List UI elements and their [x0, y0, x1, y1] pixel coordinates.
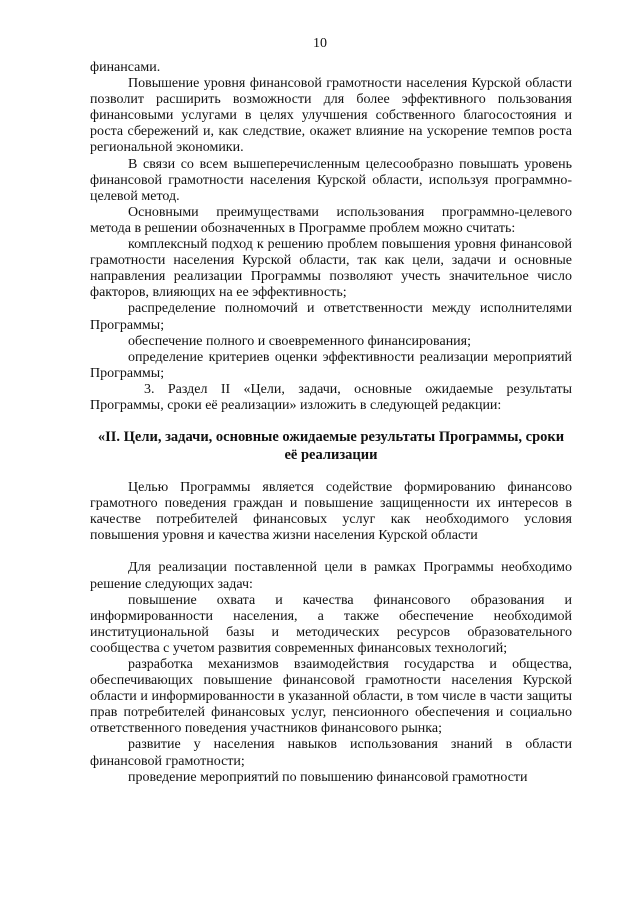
list-item: обеспечение полного и своевременного финансирования; — [128, 333, 472, 349]
paragraph: Для реализации поставленной цели в рамках Программы необходимо решение следующих задач: — [90, 560, 572, 592]
list-item: распределение полномочий и ответственности между исполнителями Программы; — [90, 301, 572, 333]
paragraph: Целью Программы является содействие формированию финансово грамотного поведения граждан и повышение защищенности их интересов в качестве потребителей финансовых услуг как необходимого условия повышения уровня и качества жизни населения Курской области — [90, 480, 572, 544]
list-item: разработка механизмов взаимодействия государства и общества, обеспечивающих повышение финансовой грамотности населения Курской области и информированности в указанной области, в том числе в части защиты прав потребителей финансовых услуг, пенсионного обеспечения и социально ответственного поведения участников финансового рынка; — [90, 657, 572, 737]
paragraph: Повышение уровня финансовой грамотности населения Курской области позволит расширить возможности для более эффективного пользования финансовыми услугами в целях улучшения собственного благосостояния и роста сбережений и, как следствие, окажет влияние на ускорение темпов роста региональной экономики. — [90, 76, 572, 156]
list-item: повышение охвата и качества финансового образования и информированности населения, а также обеспечение необходимой институциональной базы и методических ресурсов образовательного сообщества с учетом развития современных финансовых технологий; — [90, 592, 572, 656]
section-heading: «II. Цели, задачи, основные ожидаемые результаты Программы, сроки её реализации — [97, 429, 565, 464]
list-item: определение критериев оценки эффективности реализации мероприятий Программы; — [90, 349, 572, 381]
list-item: проведение мероприятий по повышению финансовой грамотности — [128, 769, 528, 785]
list-item: комплексный подход к решению проблем повышения уровня финансовой грамотности населения Курской области, так как цели, задачи и основные направления реализации Программы позволяют учесть значительное число факторов, влияющих на ее эффективность; — [90, 237, 572, 301]
page-number: 10 — [313, 36, 327, 51]
body-text — [90, 60, 572, 786]
paragraph: В связи со всем вышеперечисленным целесообразно повышать уровень финансовой грамотности населения Курской области, используя программно-целевой метод. — [90, 156, 572, 204]
paragraph: 3. Раздел II «Цели, задачи, основные ожидаемые результаты Программы, сроки её реализации» изложить в следующей редакции: — [90, 381, 572, 413]
list-item: развитие у населения навыков использования знаний в области финансовой грамотности; — [90, 737, 572, 769]
paragraph: Основными преимуществами использования программно-целевого метода в решении обозначенных в Программе проблем можно считать: — [90, 204, 572, 236]
paragraph: финансами. — [90, 60, 161, 75]
